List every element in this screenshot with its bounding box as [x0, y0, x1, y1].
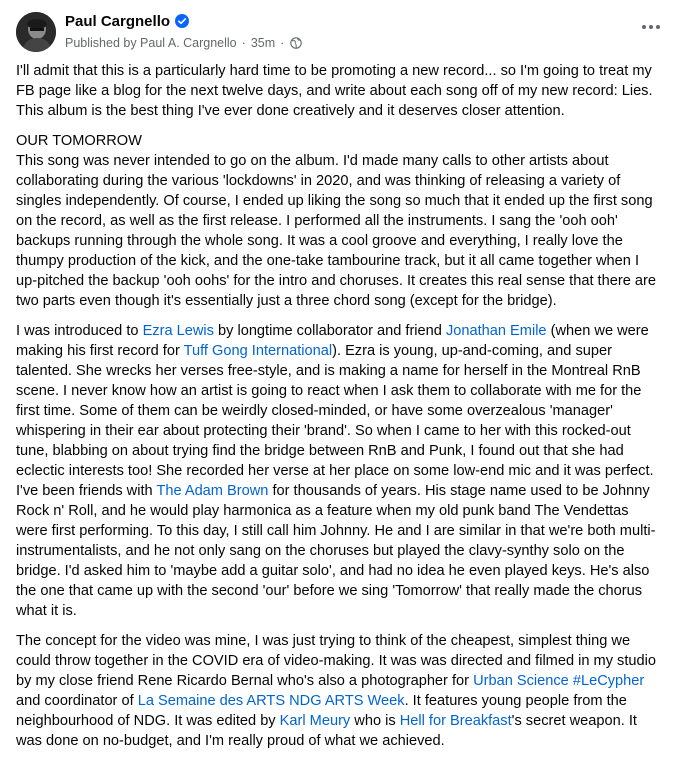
- post-text-run: (when we were making his first record for: [16, 323, 649, 359]
- song-title-heading: OUR TOMORROW: [16, 133, 142, 149]
- post-text-run: . It features young people from the neighbourhood of NDG. It was edited by: [16, 693, 627, 729]
- post-text-run: by longtime collaborator and friend: [213, 323, 446, 339]
- mention-link[interactable]: Urban Science #LeCypher: [473, 673, 645, 689]
- mention-link[interactable]: Tuff Gong International: [183, 343, 333, 359]
- author-line: [65, 11, 189, 31]
- post-meta: [65, 34, 302, 52]
- post-text-run: who is: [350, 713, 400, 729]
- meta-separator: ·: [241, 36, 246, 50]
- mention-link[interactable]: Ezra Lewis: [142, 323, 214, 339]
- meta-separator: ·: [280, 36, 285, 50]
- mention-link[interactable]: Hell for Breakfast: [399, 713, 512, 729]
- post-header: [0, 0, 680, 60]
- post-paragraph: [16, 61, 664, 121]
- post-text-run: and coordinator of: [16, 693, 138, 709]
- mention-link[interactable]: Karl Meury: [279, 713, 351, 729]
- post-text-run: for thousands of years. His stage name used to be Johnny Rock n' Roll, and he would play harmonica as a feature when my old punk band The Vendettas were first performing. To this day, I still call him Johnny. He and I are similar in that we're both multi-instrumentalists, and he not only sang on the choruses but played the clavy-synthy solo on the bridge. I'd asked him to 'maybe add a guitar solo', and had no idea he even played keys. He's also the one that came up with the second 'our' before we sing 'Tomorrow' that really made the chorus what it is.: [16, 483, 656, 619]
- post-text-run: ). Ezra is young, up-and-coming, and super talented. She wrecks her verses free-style, and is making a name for herself in the Montreal RnB scene. I never know how an artist is going to react when I ask them to collaborate with me for the first time. Some of them can be weirdly closed-minded, or have some overzealous 'manager' whispering in their ear about protecting their 'brand'. So when I came to her with this rocked-out tune, blabbing on about trying find the bridge between RnB and Punk, I found out that she had eclectic interests too! She recorded her verse at her place on some low-end mic and it was perfect. I've been friends with: [16, 343, 654, 499]
- post-text-run: I was introduced to: [16, 323, 143, 339]
- post-paragraph: [16, 631, 664, 751]
- post-text-run: The concept for the video was mine, I was just trying to think of the cheapest, simplest thing we could throw together in the COVID era of video-making. It was was directed and filmed in my studio by my close friend Rene Ricardo Bernal who's also a photographer for: [16, 633, 656, 689]
- mention-link[interactable]: Jonathan Emile: [445, 323, 547, 339]
- more-options-icon[interactable]: [636, 16, 666, 38]
- verified-badge-icon: [175, 14, 189, 28]
- author-name[interactable]: Paul Cargnello: [65, 12, 171, 30]
- published-by-label[interactable]: Published by Paul A. Cargnello: [65, 36, 237, 50]
- post-text-run: 's secret weapon. It was done on no-budget, and I'm really proud of what we achieved.: [16, 713, 637, 749]
- post-text-run: I'll admit that this is a particularly hard time to be promoting a new record... so I'm going to treat my FB page like a blog for the next twelve days, and write about each song off of my new record: Lies. This album is the best thing I've ever done creatively and it deserves closer attention.: [16, 63, 653, 119]
- mention-link[interactable]: La Semaine des ARTS NDG ARTS Week: [137, 693, 405, 709]
- post-paragraph: [16, 131, 664, 311]
- post-timestamp[interactable]: 35m: [250, 36, 276, 50]
- mention-link[interactable]: The Adam Brown: [156, 483, 269, 499]
- author-avatar[interactable]: [16, 12, 56, 52]
- post-paragraph: [16, 321, 664, 621]
- post-text-run: This song was never intended to go on the album. I'd made many calls to other artists about collaborating during the various 'lockdowns' in 2020, and was thinking of releasing a variety of singles independently. Of course, I ended up liking the song so much that it ended up the first song on the record, as well as the first release. I performed all the instruments. I sang the 'ooh ooh' backups running through the whole song. It was a cool groove and everything, I really love the thumpy production of the kick, and the one-take tambourine track, but it all came together when I up-pitched the backup 'ooh oohs' for the intro and choruses. It creates this real sense that there are two parts even though it's essentially just a three chord song (except for the bridge).: [16, 153, 656, 309]
- globe-public-icon[interactable]: [290, 37, 302, 49]
- post-body: [16, 61, 664, 761]
